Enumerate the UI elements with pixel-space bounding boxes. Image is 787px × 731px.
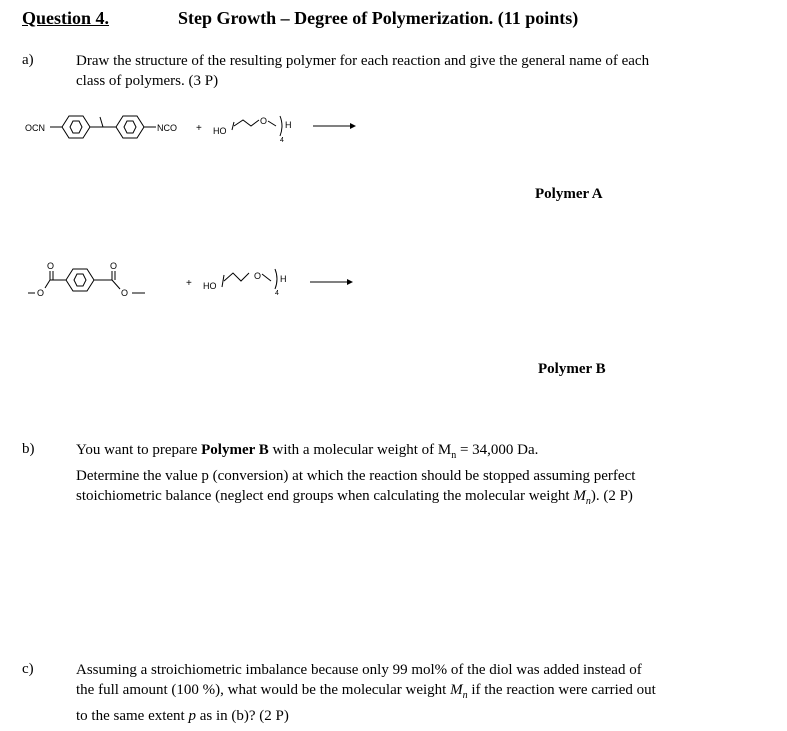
- part-a-line-2: class of polymers. (3 P): [76, 73, 219, 89]
- carbonyl-o-1: O: [47, 261, 55, 271]
- diol-h-1: H: [285, 120, 292, 130]
- ester-o-1: O: [37, 288, 45, 298]
- reaction-arrow-2: [347, 279, 353, 285]
- benzene-ring-1: [62, 116, 90, 138]
- diol-o-2: O: [254, 271, 262, 281]
- repeat-4-1: 4: [280, 137, 284, 144]
- part-a-text: [76, 51, 766, 91]
- diol-ho-2: HO: [203, 281, 217, 291]
- part-c-text: [76, 660, 766, 726]
- part-b-label: b): [22, 441, 35, 457]
- plus-sign-2: +: [186, 278, 192, 289]
- part-a-line-1: Draw the structure of the resulting polymer for each reaction and give the general name of each: [76, 53, 650, 69]
- part-b-line-2: Determine the value p (conversion) at which the reaction should be stopped assuming perfect: [76, 468, 636, 484]
- polymer-b-label: Polymer B: [538, 361, 606, 377]
- polymer-a-label: Polymer A: [535, 186, 603, 202]
- nco-group: NCO: [157, 123, 177, 133]
- part-b-line-1: You want to prepare Polymer B with a molecular weight of $M_n = 34,000$ Da.: [76, 442, 539, 461]
- part-c-label: c): [22, 661, 34, 677]
- carbonyl-o-2: O: [110, 261, 118, 271]
- plus-sign-1: +: [196, 123, 202, 134]
- diol-ho-1: HO: [213, 126, 227, 136]
- part-c-line-1: Assuming a stroichiometric imbalance because only 99 mol% of the diol was added instead of: [76, 662, 642, 678]
- diol-h-2: H: [280, 274, 287, 284]
- part-c-line-2: the full amount (100 %), what would be the molecular weight $M_n$ if the reaction were carried out: [76, 682, 656, 701]
- reaction-arrow-1: [350, 123, 356, 129]
- reaction-2-scheme: [0, 255, 787, 315]
- question-number: Question 4.: [22, 8, 110, 28]
- benzene-ring-3: [66, 269, 94, 291]
- part-b-text: [76, 440, 766, 512]
- reaction-1-scheme: [0, 100, 787, 160]
- diol-o-1: O: [260, 116, 268, 126]
- part-b-line-3: stoichiometric balance (neglect end groups when calculating the molecular weight $M_n$). (2 P): [76, 488, 633, 507]
- repeat-4-2: 4: [275, 290, 279, 297]
- benzene-ring-2: [116, 116, 144, 138]
- part-a-label: a): [22, 52, 34, 68]
- ester-o-2: O: [121, 288, 129, 298]
- ocn-group: OCN: [25, 123, 45, 133]
- part-c-line-3: to the same extent p as in (b)? (2 P): [76, 708, 289, 724]
- question-title: Step Growth – Degree of Polymerization. (11 points): [178, 8, 579, 28]
